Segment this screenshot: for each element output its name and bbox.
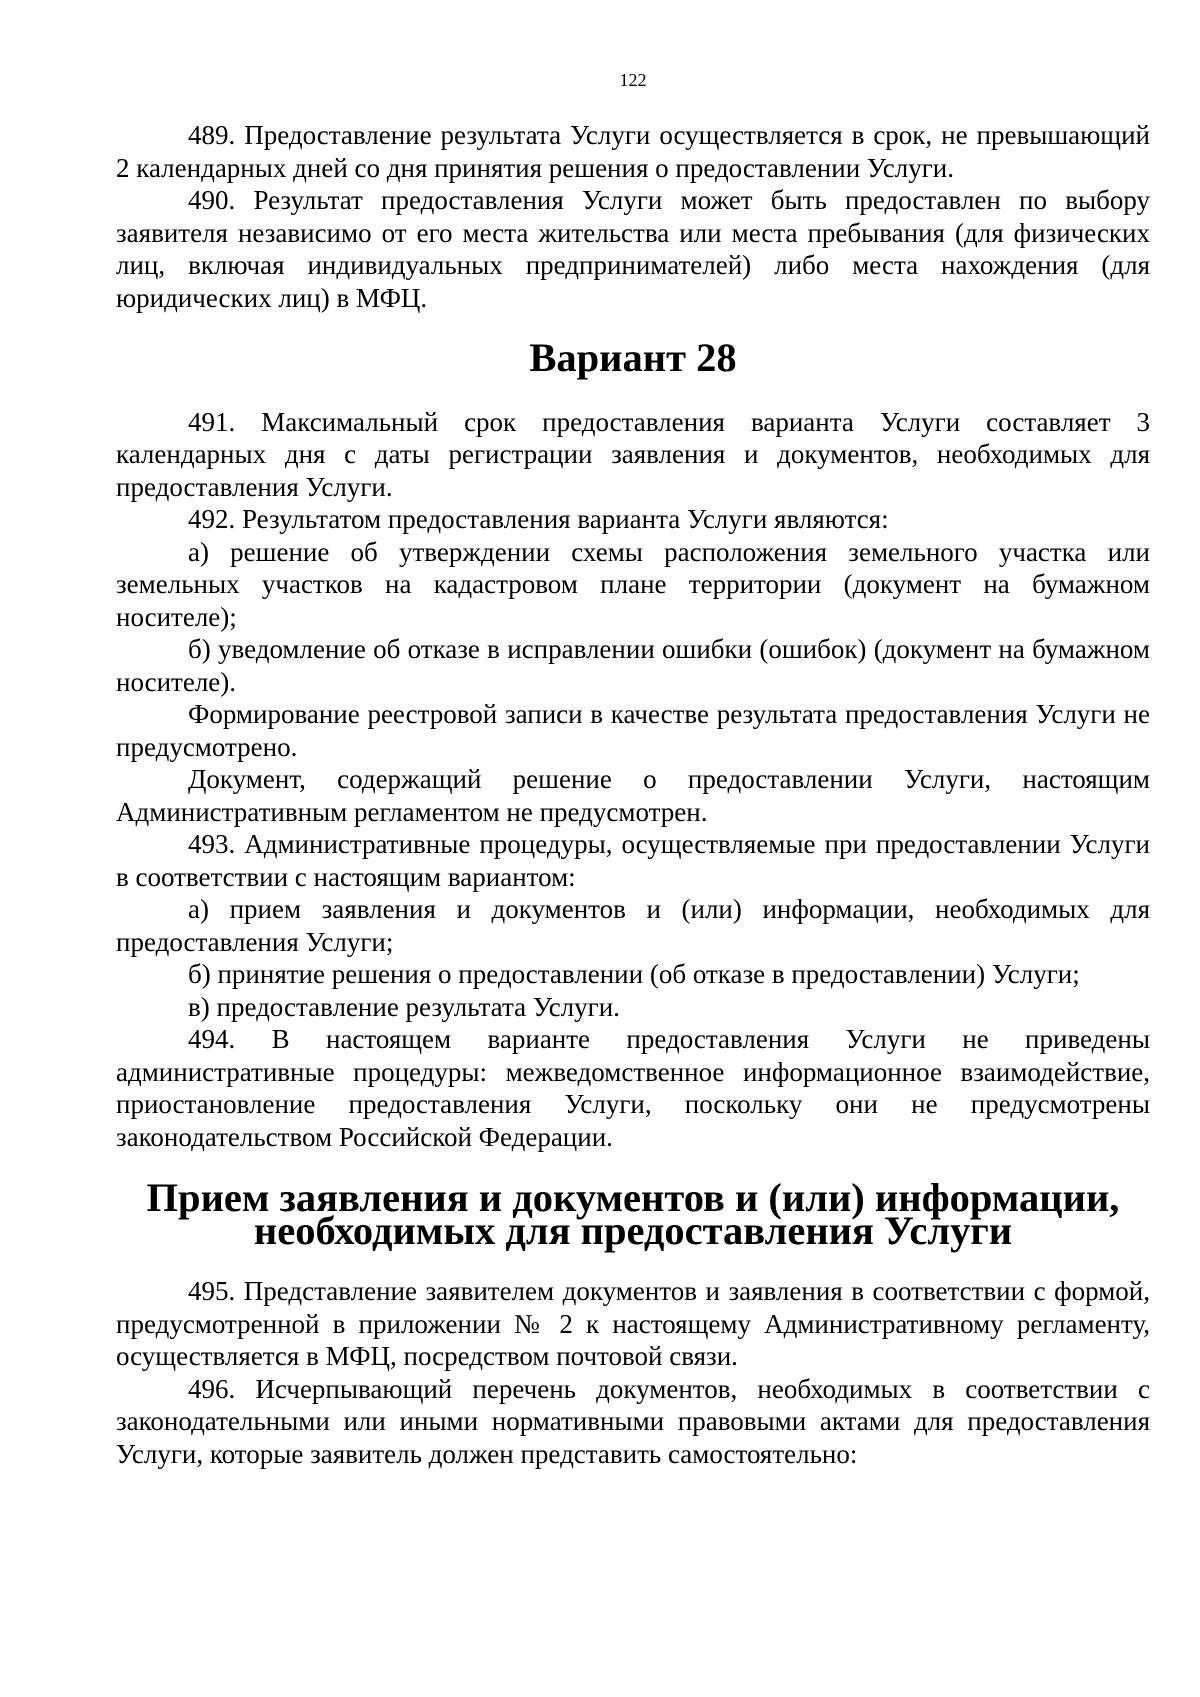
paragraph-494: 494. В настоящем варианте предоставления Услуги не приведены административные процедуры: межведомственное информационное взаимодействие, приостановление предоставления Услуги, поскольку они не предусмотрены законодательством Российской Федерации.	[116, 1024, 1150, 1152]
paragraph-registry-record: Формирование реестровой записи в качестве результата предоставления Услуги не предусмотрено.	[116, 699, 1150, 762]
paragraph-495: 495. Представление заявителем документов и заявления в соответствии с формой, предусмотренной в приложении № 2 к настоящему Административному регламенту, осуществляется в МФЦ, посредством почтовой связи.	[116, 1276, 1150, 1371]
paragraph-490: 490. Результат предоставления Услуги может быть предоставлен по выбору заявителя независимо от его места жительства или места пребывания (для физических лиц, включая индивидуальных предпринимателей) либо места нахождения (для юридических лиц) в МФЦ.	[116, 185, 1150, 313]
list-item-492-b: б) уведомление об отказе в исправлении ошибки (ошибок) (документ на бумажном носителе).	[116, 634, 1150, 697]
paragraph-decision-document: Документ, содержащий решение о предоставлении Услуги, настоящим Административным регламентом не предусмотрен.	[116, 764, 1150, 827]
heading-variant-28: Вариант 28	[529, 335, 737, 380]
list-item-493-c: в) предоставление результата Услуги.	[188, 991, 620, 1022]
paragraph-491: 491. Максимальный срок предоставления варианта Услуги составляет 3 календарных дня с даты регистрации заявления и документов, необходимых для предоставления Услуги.	[116, 406, 1150, 502]
list-item-493-b: б) принятие решения о предоставлении (об отказе в предоставлении) Услуги;	[188, 959, 1080, 989]
paragraph-496: 496. Исчерпывающий перечень документов, необходимых в соответствии с законодательными или иными нормативными правовыми актами для предоставления Услуги, которые заявитель должен представить самостоятельно:	[116, 1373, 1150, 1469]
list-item-493-a: а) прием заявления и документов и (или) информации, необходимых для предоставления Услуги;	[116, 894, 1150, 957]
document-body	[116, 119, 1150, 1470]
page-number: 122	[619, 70, 647, 90]
paragraph-492: 492. Результатом предоставления варианта Услуги являются:	[188, 504, 889, 534]
paragraph-493: 493. Административные процедуры, осуществляемые при предоставлении Услуги в соответствии с настоящим вариантом:	[116, 829, 1150, 892]
paragraph-489: 489. Предоставление результата Услуги осуществляется в срок, не превышающий 2 календарных дней со дня принятия решения о предоставлении Услуги.	[116, 120, 1150, 183]
heading-application-intake: Прием заявления и документов и (или) информации, необходимых для предоставления Услуги	[146, 1175, 1120, 1253]
list-item-492-a: а) решение об утверждении схемы расположения земельного участка или земельных участков на кадастровом плане территории (документ на бумажном носителе);	[116, 536, 1150, 632]
